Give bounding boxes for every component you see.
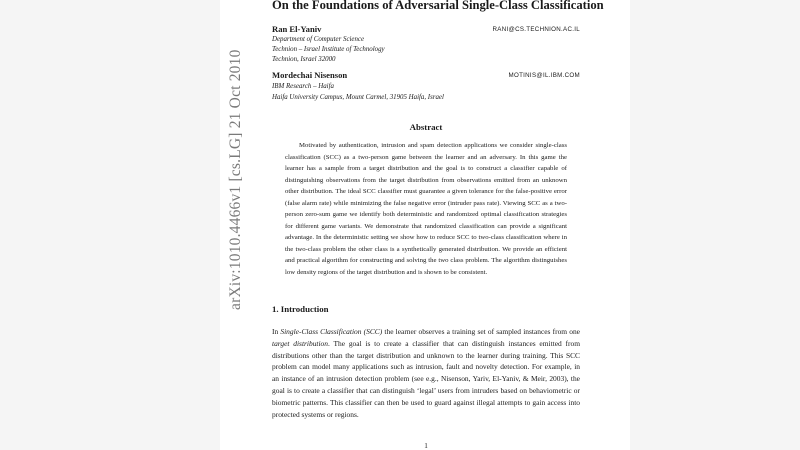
author-1-name: Ran El-Yaniv [272, 24, 322, 34]
introduction-body [272, 326, 580, 420]
author-2-affiliation-line-2: Haifa University Campus, Mount Carmel, 31905 Haifa, Israel [272, 93, 444, 101]
abstract-heading: Abstract [409, 122, 443, 132]
author-2-affiliation-line-1: IBM Research – Haifa [272, 82, 334, 90]
author-2-name: Mordechai Nisenson [272, 70, 348, 80]
abstract-body [285, 140, 567, 279]
intro-text-prefix: In [272, 327, 281, 336]
introduction-paragraph [272, 326, 580, 420]
abstract-text: Motivated by authentication, intrusion and spam detection applications we consider single-class classification (SCC) as a two-person game between the learner and an adversary. In this game the learner has a sample from a target distribution and the goal is to construct a classifier capable of distinguishing observations from the target distribution from observations emitted from an unknown other distribution. The ideal SCC classifier must guarantee a given tolerance for the false-positive error (false alarm rate) while minimizing the false negative error (intruder pass rate). Viewing SCC as a two-person zero-sum game we identify both deterministic and randomized optimal classification strategies for different game variants. We demonstrate that randomized classification can provide a significant advantage. In the deterministic setting we show how to reduce SCC to two-class classification where in the two-class problem the other class is a synthetically generated distribution. We provide an efficient and practical algorithm for constructing and solving the two class problem. The algorithm distinguishes low density regions of the target distribution and is shown to be consistent. [285, 142, 567, 277]
page-number: 1 [424, 442, 428, 450]
paper-title: On the Foundations of Adversarial Single-Class Classification [272, 0, 604, 12]
author-1-affiliation-line-1: Department of Computer Science [272, 35, 365, 43]
author-1-affiliation-line-3: Technion, Israel 32000 [272, 55, 336, 63]
author-1-email[interactable]: RANI@CS.TECHNION.AC.IL [492, 26, 580, 33]
viewer-margin-right [630, 0, 800, 450]
intro-text-rest: . The goal is to create a classifier that can distinguish instances emitted from distributions other than the target distribution and unknown to the learner during training. This SCC problem can model many applications such as intrusion, fault and novelty detection. For example, in an instance of an intrusion detection problem (see e.g., Nisenson, Yariv, El-Yaniv, & Meir, 2003), the goal is to create a classifier that can distinguish ‘legal’ users from intruders based on behaviometric or biometric patterns. This classifier can then be used to guard against illegal attempts to gain access into protected systems or regions. [272, 338, 580, 419]
author-1-affiliation-line-2: Technion – Israel Institute of Technology [272, 45, 385, 53]
term-single-class-classification: Single-Class Classification (SCC) [280, 327, 383, 336]
term-target-distribution: target distribution [272, 338, 328, 348]
section-heading-introduction: 1. Introduction [272, 304, 329, 314]
intro-text-mid: the learner observes a training set of sampled instances from one [382, 327, 580, 336]
author-2-email[interactable]: MOTINIS@IL.IBM.COM [508, 72, 580, 79]
arxiv-identifier: arXiv:1010.4466v1 [cs.LG] 21 Oct 2010 [227, 49, 244, 310]
viewer-margin-left [0, 0, 220, 450]
